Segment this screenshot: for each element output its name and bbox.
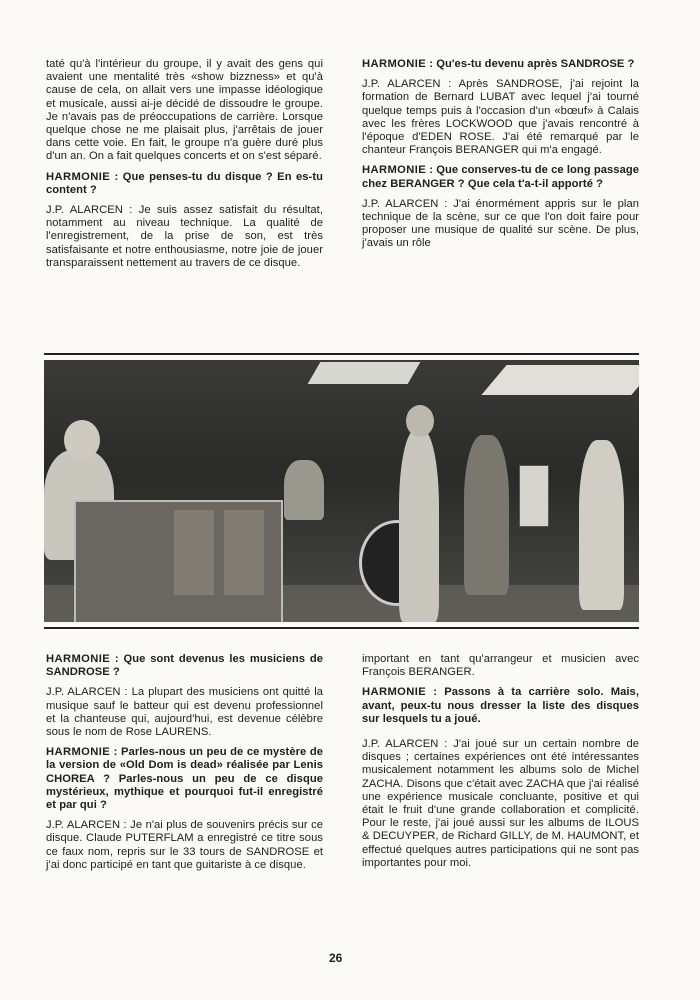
ceiling-light	[308, 362, 421, 384]
singer-figure	[399, 430, 439, 622]
answer: J.P. ALARCEN : Je n'ai plus de souvenirs précis sur ce disque. Claude PUTERFLAM a enregistré ce titre sous ce faux nom, repris sur le 33 tours de SANDROSE et j'ai donc participé en tant que guitariste à ce disque.	[46, 819, 323, 871]
ceiling-light	[481, 365, 639, 395]
question-text: : Qu'es-tu devenu après SANDROSE ?	[426, 58, 635, 70]
question-text: : Parles-nous un peu de ce mystère de la version de «Old Dom is dead» réalisée par Lenis CHOREA ? Parles-nous un peu de ce disque mystérieux, mythique et pourquoi fut-il enregistré et par qui ?	[46, 746, 323, 812]
column-bottom-left	[46, 653, 323, 879]
photo-top-rule	[44, 353, 639, 355]
question	[46, 746, 323, 812]
interviewer-label: HARMONIE	[362, 164, 427, 177]
interviewer-label: HARMONIE	[362, 58, 427, 70]
page-number: 26	[329, 951, 343, 965]
question-text: : Que conserves-tu de ce long passage chez BERANGER ? Que cela t'a-t-il apporté ?	[362, 164, 639, 190]
question	[46, 653, 323, 679]
answer: J.P. ALARCEN : J'ai joué sur un certain nombre de disques ; certaines expériences ont été intéressantes musicalement notamment les albums solo de Michel ZACHA. Disons que c'était avec ZACHA que j'ai réalisé une expérience musicale concluante, positive et qui était le fruit d'une grande collaboration et complicité. Pour le reste, j'ai joué aussi sur les albums de ILOUS & DECUYPER, de Richard GILLY, de M. HAUMONT, et effectué quelques autres participations qui ne sont pas importantes pour moi.	[362, 738, 639, 869]
window	[519, 465, 549, 527]
answer: J.P. ALARCEN : La plupart des musiciens ont quitté la musique sauf le batteur qui est devenu professionnel et la chanteuse qui, aujourd'hui, est devenue célèbre sous le nom de Rose LAURENS.	[46, 686, 323, 739]
paragraph-continuation: important en tant qu'arrangeur et musicien avec François BERANGER.	[362, 653, 639, 679]
interviewer-label: HARMONIE	[46, 746, 111, 759]
question	[362, 164, 639, 190]
band-photo	[44, 360, 639, 622]
column-bottom-right	[362, 653, 639, 877]
question	[362, 686, 639, 726]
organ-panel	[174, 510, 214, 595]
interviewer-label: HARMONIE	[46, 170, 111, 183]
interviewer-label: HARMONIE	[362, 686, 427, 699]
question-text: : Que sont devenus les musiciens de SANDROSE ?	[46, 653, 323, 679]
organ-panel	[224, 510, 264, 595]
column-top-right	[362, 58, 639, 258]
question-text: : Passons à ta carrière solo. Mais, avant, peux-tu nous dresser la liste des disques sur lesquels tu a joué.	[362, 686, 639, 725]
paragraph-continuation: taté qu'à l'intérieur du groupe, il y avait des gens qui avaient une mentalité très «show bizzness» et qu'à cause de cela, on allait vers une impasse idéologique et musicale, aussi ai-je décidé de dissoudre le groupe. Je n'avais pas de préoccupations de carrière. Lorsque quelque chose ne me plaisait plus, j'arrêtais de jouer dans cette voie. En fait, le groupe n'a guère duré plus d'un an. On a fait quelques concerts et on s'est séparé.	[46, 58, 323, 163]
answer: J.P. ALARCEN : Après SANDROSE, j'ai rejoint la formation de Bernard LUBAT avec lequel j'ai tourné quelque temps puis à l'occasion d'un «bœuf» à Calais avec les frères LOCKWOOD que j'avais rencontré à l'époque d'EDEN ROSE. J'ai été remarqué par le chanteur François BERANGER qui m'a engagé.	[362, 78, 639, 157]
question	[46, 171, 323, 197]
interviewer-label: HARMONIE	[46, 653, 111, 665]
question	[362, 58, 639, 71]
guitarist-figure	[464, 435, 509, 595]
photo-bottom-rule	[44, 627, 639, 629]
column-top-left	[46, 58, 323, 277]
question-text: : Que penses-tu du disque ? En es-tu content ?	[46, 170, 323, 196]
organist-head	[64, 420, 100, 460]
singer-head	[406, 405, 434, 437]
answer: J.P. ALARCEN : J'ai énormément appris sur le plan technique de la scène, sur ce que l'on doit faire pour proposer une musique de qualité sur scène. De plus, j'avais un rôle	[362, 197, 639, 250]
drummer-figure	[284, 460, 324, 520]
bassist-figure	[579, 440, 624, 610]
answer: J.P. ALARCEN : Je suis assez satisfait du résultat, notamment au niveau technique. La qualité de l'enregistrement, de la prise de son, est très satisfaisante et notre enthousiasme, notre joie de jouer transparaissent nettement au travers de ce disque.	[46, 204, 323, 269]
